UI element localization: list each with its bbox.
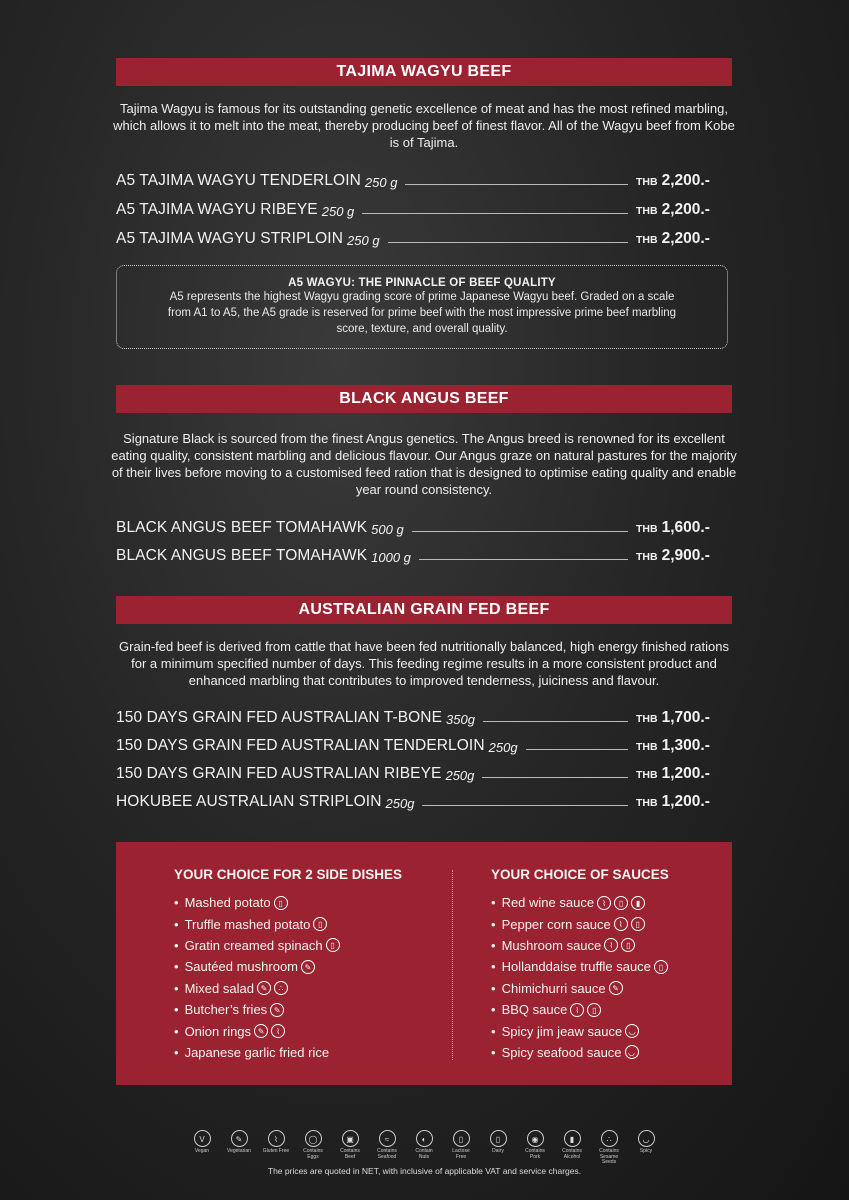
menu-item-weight: 1000 g: [371, 550, 411, 565]
bullet: •: [491, 937, 496, 953]
sauce-item: [491, 1042, 669, 1063]
leader-line: [422, 805, 628, 806]
side-dishes-title: YOUR CHOICE FOR 2 SIDE DISHES: [174, 867, 403, 882]
currency-label: THB: [636, 523, 658, 535]
item-label: Japanese garlic fried rice: [184, 1044, 330, 1060]
legend-item: [336, 1130, 364, 1160]
side-dish-item: [174, 1042, 402, 1063]
callout-body: A5 represents the highest Wagyu grading score of prime Japanese Wagyu beef. Graded on a scale from A1 to A5, the A5 grade is reserved for prime beef with the most impressive prime beef marbling score, texture, and overall quality.: [167, 291, 677, 335]
bullet: •: [174, 1002, 179, 1018]
legend-label: Lactose Free: [452, 1148, 470, 1160]
legend-label: Vegetarian: [227, 1148, 251, 1154]
menu-item-name: BLACK ANGUS BEEF TOMAHAWK: [116, 547, 368, 564]
side-dishes-list: [174, 892, 402, 1063]
leader-line: [419, 559, 628, 560]
menu-item: [116, 733, 732, 755]
legend-item: [188, 1130, 216, 1160]
sauces-column: [491, 867, 669, 1063]
menu-item-name: A5 TAJIMA WAGYU RIBEYE: [116, 201, 318, 218]
alcohol-icon: ▮: [564, 1130, 581, 1147]
legend-item: [521, 1130, 549, 1160]
section-description-black-angus: Signature Black is sourced from the finest Angus genetics. The Angus breed is renowned for its excellent eating quality, consistent marbling and delicious flavour. Our Angus graze on natural pastures for the majority of their lives before moving to a customised feed ration that is designed to optimise eating quality and enable year round consistency.: [111, 431, 737, 497]
legend-label: Gluten Free: [262, 1148, 290, 1154]
section-header-tajima: TAJIMA WAGYU BEEF: [116, 58, 732, 86]
bullet: •: [174, 980, 179, 996]
sauces-list: [491, 892, 669, 1063]
legend-label: Dairy: [492, 1148, 504, 1154]
currency-label: THB: [636, 769, 658, 781]
item-label: Mashed potato: [184, 895, 271, 911]
menu-item: [116, 515, 732, 537]
legend-label: Contains Sesame Seeds: [599, 1148, 619, 1165]
bullet: •: [491, 1023, 496, 1039]
gluten-icon: ⌇: [268, 1130, 285, 1147]
pork-icon: ◉: [527, 1130, 544, 1147]
bullet: •: [491, 916, 496, 932]
gluten-icon: ⌇: [570, 1003, 584, 1017]
legend-item: [373, 1130, 401, 1160]
bullet: •: [174, 1023, 179, 1039]
bullet: •: [174, 937, 179, 953]
section-description-australian: Grain-fed beef is derived from cattle that have been fed nutritionally balanced, high energy finished rations for a minimum specified number of days. This feeding regime results in a more consistent product and enhanced marbling that contributes to improved tenderness, juiciness and flavour.: [119, 639, 729, 688]
spicy-icon: ◡: [625, 1045, 639, 1059]
side-dish-item: [174, 999, 402, 1020]
menu-item-weight: 250g: [385, 796, 415, 811]
legend-item: [632, 1130, 660, 1160]
sauce-item: [491, 892, 669, 913]
dairy-icon: ▯: [654, 960, 668, 974]
menu-item: [116, 543, 732, 565]
side-dish-item: [174, 1020, 402, 1041]
side-dish-item: [174, 892, 402, 913]
price-value: 2,200.-: [661, 201, 710, 218]
price-value: 1,600.-: [661, 519, 710, 536]
eggs-icon: ◯: [305, 1130, 322, 1147]
menu-item-name: A5 TAJIMA WAGYU TENDERLOIN: [116, 172, 361, 189]
callout-title: A5 WAGYU: THE PINNACLE OF BEEF QUALITY: [288, 277, 556, 289]
menu-item-weight: 250g: [445, 768, 475, 783]
menu-item-name: BLACK ANGUS BEEF TOMAHAWK: [116, 519, 368, 536]
menu-item-weight: 350g: [446, 712, 475, 727]
sauce-item: [491, 978, 669, 999]
sauce-item: [491, 956, 669, 977]
price-note: The prices are quoted in NET, with inclusive of applicable VAT and service charges.: [267, 1166, 582, 1176]
vegetarian-icon: ✎: [231, 1130, 248, 1147]
side-dish-item: [174, 956, 402, 977]
menu-item: [116, 197, 732, 219]
vegetarian-icon: ✎: [270, 1003, 284, 1017]
legend-label: Contains Pork: [525, 1148, 545, 1160]
menu-item-weight: 250 g: [321, 204, 355, 219]
price-value: 2,200.-: [661, 172, 710, 189]
vegetarian-icon: ✎: [254, 1024, 268, 1038]
menu-item-price: [636, 737, 732, 755]
leader-line: [526, 749, 628, 750]
dairy-icon: ▯: [614, 896, 628, 910]
menu-item: [116, 761, 732, 783]
dairy-icon: ▯: [274, 896, 288, 910]
menu-item-name: A5 TAJIMA WAGYU STRIPLOIN: [116, 230, 344, 247]
menu-item: [116, 226, 732, 248]
sauce-item: [491, 999, 669, 1020]
spicy-icon: ◡: [625, 1024, 639, 1038]
sauce-item: [491, 935, 669, 956]
leader-line: [482, 777, 628, 778]
legend-label: Contains Beef: [340, 1148, 360, 1160]
legend-item: [225, 1130, 253, 1160]
gluten-icon: ⌇: [271, 1024, 285, 1038]
bullet: •: [174, 895, 179, 911]
leader-line: [362, 213, 628, 214]
leader-line: [483, 721, 628, 722]
legend-label: Vegan: [194, 1148, 210, 1154]
leader-line: [412, 531, 628, 532]
item-label: Spicy jim jeaw sauce: [501, 1023, 623, 1039]
bullet: •: [174, 1044, 179, 1060]
menu-item-price: [636, 519, 732, 537]
gluten-icon: ⌇: [614, 917, 628, 931]
sauce-item: [491, 913, 669, 934]
gluten-icon: ⌇: [604, 938, 618, 952]
vegetarian-icon: ✎: [609, 981, 623, 995]
menu-item-price: [636, 172, 732, 190]
bullet: •: [491, 1002, 496, 1018]
currency-label: THB: [636, 205, 658, 217]
legend-label: Contains Alcohol: [562, 1148, 582, 1160]
spicy-icon: ◡: [638, 1130, 655, 1147]
menu-item: [116, 168, 732, 190]
bullet: •: [491, 895, 496, 911]
currency-label: THB: [636, 234, 658, 246]
currency-label: THB: [636, 713, 658, 725]
side-dish-item: [174, 913, 402, 934]
item-label: Truffle mashed potato: [184, 916, 311, 932]
legend-item: [558, 1130, 586, 1160]
legend-label: Contains Seafood: [377, 1148, 397, 1160]
sauces-title: YOUR CHOICE OF SAUCES: [491, 867, 669, 882]
legend-item: [262, 1130, 290, 1160]
dairy-icon: ▯: [313, 917, 327, 931]
section-header-australian: AUSTRALIAN GRAIN FED BEEF: [116, 596, 732, 624]
legend-item: [299, 1130, 327, 1160]
vegetarian-icon: ✎: [301, 960, 315, 974]
gluten-icon: ⌇: [597, 896, 611, 910]
side-dish-item: [174, 935, 402, 956]
menu-item-name: HOKUBEE AUSTRALIAN STRIPLOIN: [116, 793, 382, 810]
bullet: •: [491, 980, 496, 996]
legend-label: Contains Eggs: [303, 1148, 323, 1160]
item-label: Mushroom sauce: [501, 937, 602, 953]
currency-label: THB: [636, 797, 658, 809]
item-label: Pepper corn sauce: [501, 916, 611, 932]
menu-item: [116, 705, 732, 727]
currency-label: THB: [636, 741, 658, 753]
bullet: •: [174, 959, 179, 975]
price-value: 1,200.-: [661, 765, 710, 782]
bullet: •: [174, 916, 179, 932]
item-label: Onion rings: [184, 1023, 252, 1039]
price-value: 1,200.-: [661, 793, 710, 810]
menu-item-weight: 250 g: [364, 175, 398, 190]
dietary-legend: [188, 1130, 660, 1165]
legend-label: Spicy: [639, 1148, 653, 1154]
menu-item-price: [636, 765, 732, 783]
legend-item: [410, 1130, 438, 1160]
dairy-icon: ▯: [631, 917, 645, 931]
dairy-icon: ▯: [621, 938, 635, 952]
menu-item: [116, 789, 732, 811]
section-header-black-angus: BLACK ANGUS BEEF: [116, 385, 732, 413]
dairy-icon: ▯: [587, 1003, 601, 1017]
menu-item-weight: 250g: [488, 740, 518, 755]
sesame-icon: ∴: [274, 981, 288, 995]
beef-icon: ▣: [342, 1130, 359, 1147]
legend-item: [484, 1130, 512, 1160]
sides-and-sauces-panel: [116, 842, 732, 1085]
currency-label: THB: [636, 551, 658, 563]
item-label: BBQ sauce: [501, 1002, 568, 1018]
currency-label: THB: [636, 176, 658, 188]
vegan-icon: V: [194, 1130, 211, 1147]
alcohol-icon: ▮: [631, 896, 645, 910]
menu-item-weight: 500 g: [371, 522, 404, 537]
item-label: Mixed salad: [184, 980, 254, 996]
item-label: Chimichurri sauce: [501, 980, 606, 996]
leader-line: [388, 242, 628, 243]
menu-item-weight: 250 g: [347, 233, 380, 248]
section-description-tajima: Tajima Wagyu is famous for its outstanding genetic excellence of meat and has the most refined marbling, which allows it to melt into the meat, thereby producing beef of finest flavor. All of the Wagyu beef from Kobe is of Tajima.: [113, 101, 735, 150]
menu-item-price: [636, 201, 732, 219]
lactose-icon: ▯: [453, 1130, 470, 1147]
item-label: Red wine sauce: [501, 895, 595, 911]
nuts-icon: ◐: [416, 1130, 433, 1147]
menu-item-name: 150 DAYS GRAIN FED AUSTRALIAN T-BONE: [116, 709, 443, 726]
column-divider: [452, 870, 453, 1060]
menu-item-name: 150 DAYS GRAIN FED AUSTRALIAN TENDERLOIN: [116, 737, 485, 754]
price-value: 1,700.-: [661, 709, 710, 726]
price-value: 2,200.-: [661, 230, 710, 247]
leader-line: [405, 184, 628, 185]
legend-item: [447, 1130, 475, 1160]
menu-item-price: [636, 230, 732, 248]
bullet: •: [491, 1044, 496, 1060]
menu-item-price: [636, 709, 732, 727]
item-label: Butcher’s fries: [184, 1002, 268, 1018]
a5-callout: [116, 265, 728, 349]
menu-item-price: [636, 547, 732, 565]
dairy-icon: ▯: [490, 1130, 507, 1147]
sauce-item: [491, 1020, 669, 1041]
price-value: 1,300.-: [661, 737, 710, 754]
item-label: Sautéed mushroom: [184, 959, 299, 975]
sesame-icon: ∴: [601, 1130, 618, 1147]
legend-label: Contain Nuts: [415, 1148, 433, 1160]
price-value: 2,900.-: [661, 547, 710, 564]
bullet: •: [491, 959, 496, 975]
item-label: Spicy seafood sauce: [501, 1044, 622, 1060]
dairy-icon: ▯: [326, 938, 340, 952]
side-dishes-column: [174, 867, 402, 1063]
menu-item-price: [636, 793, 732, 811]
vegetarian-icon: ✎: [257, 981, 271, 995]
seafood-icon: ≈: [379, 1130, 396, 1147]
item-label: Gratin creamed spinach: [184, 937, 323, 953]
item-label: Hollanddaise truffle sauce: [501, 959, 651, 975]
menu-item-name: 150 DAYS GRAIN FED AUSTRALIAN RIBEYE: [116, 765, 442, 782]
side-dish-item: [174, 978, 402, 999]
legend-item: [595, 1130, 623, 1165]
